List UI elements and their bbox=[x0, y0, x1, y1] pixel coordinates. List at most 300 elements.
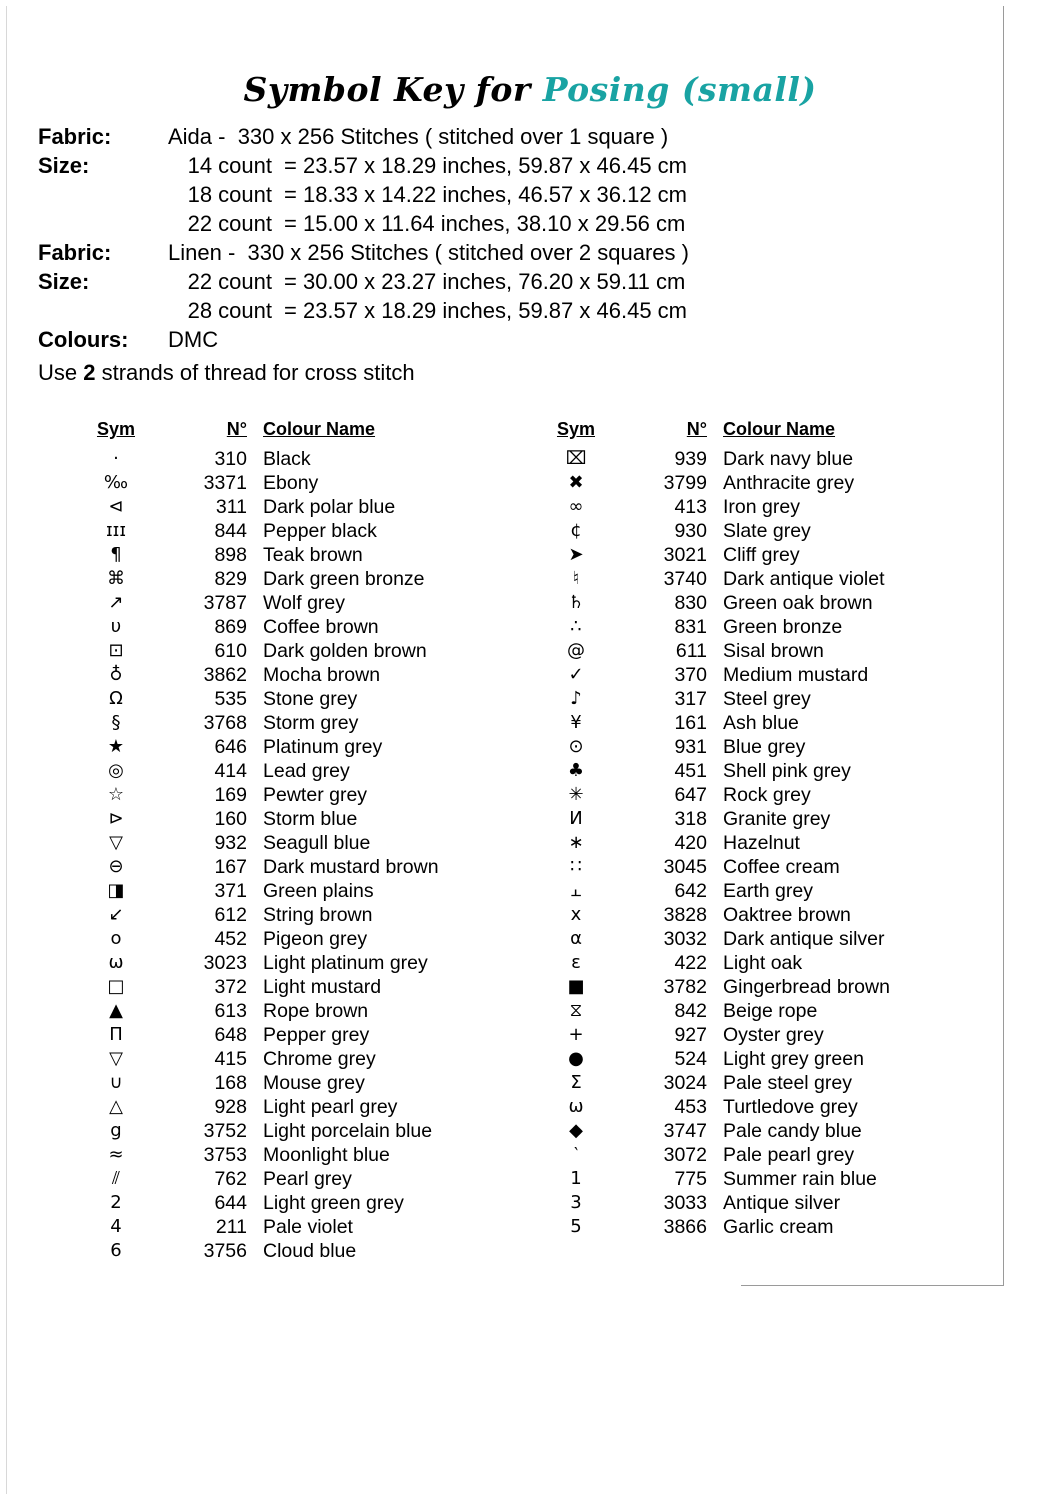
table-row bbox=[78, 1239, 538, 1263]
symbol-glyph: ⧖ bbox=[569, 1000, 583, 1021]
table-row bbox=[78, 615, 538, 639]
dmc-number: 647 bbox=[674, 784, 707, 806]
dmc-number: 211 bbox=[215, 1216, 247, 1238]
dmc-number: 371 bbox=[214, 880, 247, 902]
dmc-number: 931 bbox=[674, 736, 707, 758]
dmc-number: 3021 bbox=[663, 544, 707, 566]
colour-name: Dark polar blue bbox=[263, 496, 396, 518]
colour-name: Garlic cream bbox=[723, 1216, 834, 1238]
table-row bbox=[78, 687, 538, 711]
colour-name: Rope brown bbox=[263, 1000, 369, 1022]
dmc-number: 3799 bbox=[663, 472, 707, 494]
header-number: N° bbox=[226, 419, 247, 439]
colour-name: Cloud blue bbox=[263, 1240, 357, 1262]
colour-name: Cliff grey bbox=[723, 544, 800, 566]
info-value: = 30.00 x 23.27 inches, 76.20 x 59.11 cm bbox=[284, 269, 686, 294]
info-value: = 18.33 x 14.22 inches, 46.57 x 36.12 cm bbox=[284, 182, 687, 207]
table-row bbox=[78, 495, 538, 519]
table-row bbox=[78, 447, 538, 471]
page-border-right bbox=[1003, 6, 1004, 1286]
symbol-glyph: ✖ bbox=[568, 472, 584, 493]
symbol-glyph: ◨ bbox=[107, 880, 125, 901]
table-row bbox=[538, 1191, 998, 1215]
dmc-number: 762 bbox=[214, 1168, 247, 1190]
dmc-number: 930 bbox=[674, 520, 707, 542]
table-row bbox=[538, 711, 998, 735]
dmc-number: 644 bbox=[214, 1192, 247, 1214]
symbol-glyph: □ bbox=[107, 976, 125, 997]
dmc-number: 3782 bbox=[663, 976, 707, 998]
colour-name: Teak brown bbox=[263, 544, 363, 566]
dmc-number: 3768 bbox=[203, 712, 247, 734]
colour-name: Light porcelain blue bbox=[263, 1120, 433, 1142]
symbol-glyph: ⊙ bbox=[568, 736, 584, 757]
symbol-glyph: ⌘ bbox=[107, 568, 125, 589]
info-row bbox=[38, 180, 998, 209]
dmc-number: 318 bbox=[674, 808, 707, 830]
colour-name: Earth grey bbox=[723, 880, 813, 902]
colour-name: Light pearl grey bbox=[263, 1096, 398, 1118]
dmc-number: 3740 bbox=[663, 568, 707, 590]
colour-name: Dark green bronze bbox=[263, 568, 425, 590]
header-number: N° bbox=[686, 419, 707, 439]
symbol-glyph: ⫠ bbox=[570, 880, 582, 901]
dmc-number: 3045 bbox=[663, 856, 707, 878]
table-row bbox=[78, 1215, 538, 1239]
symbol-key-columns bbox=[78, 418, 998, 1263]
symbol-glyph: ♪ bbox=[570, 688, 582, 709]
dmc-number: 3752 bbox=[203, 1120, 247, 1142]
table-row bbox=[538, 807, 998, 831]
colour-name: Pepper grey bbox=[263, 1024, 370, 1046]
table-row bbox=[538, 759, 998, 783]
dmc-number: 311 bbox=[215, 496, 247, 518]
table-row bbox=[538, 1071, 998, 1095]
colour-name: Shell pink grey bbox=[723, 760, 851, 782]
symbol-table-right bbox=[538, 418, 998, 1239]
colour-name: Turtledove grey bbox=[723, 1096, 858, 1118]
colour-name: Dark antique violet bbox=[723, 568, 885, 590]
info-row bbox=[38, 209, 998, 238]
symbol-glyph: ⊖ bbox=[108, 856, 124, 877]
table-row bbox=[538, 1095, 998, 1119]
symbol-glyph: △ bbox=[109, 1096, 123, 1117]
table-row bbox=[78, 807, 538, 831]
colour-name: Light grey green bbox=[723, 1048, 864, 1070]
colour-name: Black bbox=[263, 448, 311, 470]
colour-name: Iron grey bbox=[723, 496, 800, 518]
symbol-glyph: α bbox=[570, 928, 582, 949]
colour-name: Anthracite grey bbox=[723, 472, 855, 494]
info-value: = 23.57 x 18.29 inches, 59.87 x 46.45 cm bbox=[284, 298, 687, 323]
dmc-number: 413 bbox=[674, 496, 707, 518]
symbol-glyph: 5 bbox=[570, 1216, 582, 1237]
symbol-glyph: ∴ bbox=[570, 616, 582, 637]
dmc-number: 317 bbox=[674, 688, 707, 710]
table-row bbox=[538, 1023, 998, 1047]
colour-name: Dark mustard brown bbox=[263, 856, 439, 878]
symbol-glyph: ▽ bbox=[109, 1048, 123, 1069]
dmc-number: 3032 bbox=[663, 928, 707, 950]
table-row bbox=[538, 543, 998, 567]
symbol-glyph: ∪ bbox=[109, 1072, 123, 1093]
dmc-number: 3787 bbox=[203, 592, 247, 614]
info-value: Aida - 330 x 256 Stitches ( stitched over 1 square ) bbox=[168, 124, 669, 149]
colour-name: Pale violet bbox=[263, 1216, 353, 1238]
dmc-number: 160 bbox=[214, 808, 247, 830]
symbol-glyph: ✳ bbox=[568, 784, 584, 805]
table-row bbox=[538, 951, 998, 975]
symbol-glyph: ⊳ bbox=[108, 808, 124, 829]
info-row bbox=[38, 296, 998, 325]
colour-name: Steel grey bbox=[723, 688, 811, 710]
dmc-number: 648 bbox=[214, 1024, 247, 1046]
info-count: 18 count bbox=[187, 182, 272, 207]
symbol-glyph: ω bbox=[568, 1096, 584, 1117]
table-row bbox=[78, 1167, 538, 1191]
info-count: 22 count bbox=[187, 269, 272, 294]
colour-name: Light mustard bbox=[263, 976, 382, 998]
table-row bbox=[78, 1143, 538, 1167]
colour-name: Dark navy blue bbox=[723, 448, 854, 470]
colour-name: Coffee cream bbox=[723, 856, 840, 878]
colour-name: Light oak bbox=[723, 952, 803, 974]
colour-name: Summer rain blue bbox=[723, 1168, 877, 1190]
table-row bbox=[538, 735, 998, 759]
header-sym: Sym bbox=[556, 419, 596, 439]
symbol-glyph: ⌧ bbox=[565, 448, 587, 469]
colour-name: String brown bbox=[263, 904, 373, 926]
header-colour-name: Colour Name bbox=[723, 419, 836, 439]
dmc-number: 869 bbox=[214, 616, 247, 638]
colour-name: Antique silver bbox=[723, 1192, 841, 1214]
colour-name: Dark antique silver bbox=[723, 928, 885, 950]
dmc-number: 3033 bbox=[663, 1192, 707, 1214]
strands-note bbox=[38, 360, 415, 386]
colour-name: Green plains bbox=[263, 880, 374, 902]
colour-name: Mocha brown bbox=[263, 664, 381, 686]
dmc-number: 844 bbox=[214, 520, 247, 542]
page-border-left bbox=[6, 6, 7, 1494]
symbol-key-column-right bbox=[538, 418, 998, 1263]
dmc-number: 842 bbox=[674, 1000, 707, 1022]
colour-name: Oyster grey bbox=[723, 1024, 824, 1046]
dmc-number: 612 bbox=[214, 904, 247, 926]
table-row bbox=[538, 615, 998, 639]
colour-name: Storm grey bbox=[263, 712, 359, 734]
symbol-glyph: ≈ bbox=[108, 1144, 124, 1165]
dmc-number: 414 bbox=[214, 760, 247, 782]
symbol-glyph: ∞ bbox=[568, 496, 584, 517]
colour-name: Light platinum grey bbox=[263, 952, 428, 974]
symbol-glyph: ● bbox=[568, 1048, 584, 1069]
colour-name: Light green grey bbox=[263, 1192, 404, 1214]
table-row bbox=[78, 831, 538, 855]
colour-name: Medium mustard bbox=[723, 664, 869, 686]
symbol-glyph: + bbox=[568, 1024, 584, 1045]
symbol-glyph: ο bbox=[110, 928, 122, 949]
header-sym: Sym bbox=[96, 419, 136, 439]
symbol-glyph: ¢ bbox=[570, 520, 582, 541]
symbol-glyph: ◎ bbox=[108, 760, 124, 781]
colour-name: Storm blue bbox=[263, 808, 358, 830]
colour-name: Mouse grey bbox=[263, 1072, 365, 1094]
page-title bbox=[0, 70, 1060, 109]
symbol-glyph: υ bbox=[110, 616, 122, 637]
dmc-number: 535 bbox=[214, 688, 247, 710]
symbol-glyph: ♮ bbox=[572, 568, 580, 589]
table-row bbox=[78, 879, 538, 903]
colour-name: Hazelnut bbox=[723, 832, 800, 854]
page-title-prefix: Symbol Key for bbox=[243, 70, 543, 109]
symbol-glyph: 4 bbox=[110, 1216, 122, 1237]
info-row bbox=[38, 325, 998, 354]
table-row bbox=[538, 831, 998, 855]
dmc-number: 169 bbox=[214, 784, 247, 806]
colour-name: Dark golden brown bbox=[263, 640, 427, 662]
info-value: DMC bbox=[168, 327, 219, 352]
symbol-glyph: ⫽ bbox=[111, 1168, 121, 1189]
dmc-number: 422 bbox=[674, 952, 707, 974]
table-row bbox=[538, 783, 998, 807]
dmc-number: 829 bbox=[214, 568, 247, 590]
symbol-glyph: ↙ bbox=[108, 904, 124, 925]
symbol-glyph: ɪɪɪ bbox=[105, 520, 127, 541]
dmc-number: 611 bbox=[675, 640, 707, 662]
table-header-row bbox=[538, 418, 998, 447]
page-title-design-name: Posing (small) bbox=[542, 70, 817, 109]
table-row bbox=[538, 447, 998, 471]
colour-name: Coffee brown bbox=[263, 616, 379, 638]
table-row bbox=[538, 1215, 998, 1239]
info-count: 14 count bbox=[187, 153, 272, 178]
dmc-number: 3371 bbox=[203, 472, 247, 494]
table-row bbox=[538, 975, 998, 999]
dmc-number: 928 bbox=[214, 1096, 247, 1118]
colour-name: Pale pearl grey bbox=[723, 1144, 855, 1166]
dmc-number: 775 bbox=[674, 1168, 707, 1190]
table-row bbox=[538, 639, 998, 663]
table-row bbox=[78, 471, 538, 495]
symbol-glyph: ◆ bbox=[569, 1120, 583, 1141]
symbol-glyph: ♣ bbox=[567, 760, 585, 781]
info-row bbox=[38, 267, 998, 296]
info-label: Fabric: bbox=[38, 124, 112, 149]
dmc-number: 610 bbox=[214, 640, 247, 662]
table-row bbox=[78, 951, 538, 975]
dmc-number: 932 bbox=[214, 832, 247, 854]
table-row bbox=[78, 735, 538, 759]
colour-name: Seagull blue bbox=[263, 832, 371, 854]
dmc-number: 3756 bbox=[203, 1240, 247, 1262]
colour-name: Granite grey bbox=[723, 808, 831, 830]
dmc-number: 3024 bbox=[663, 1072, 707, 1094]
table-row bbox=[78, 999, 538, 1023]
symbol-glyph: И bbox=[569, 808, 583, 829]
colour-name: Platinum grey bbox=[263, 736, 383, 758]
symbol-glyph: ↗ bbox=[108, 592, 124, 613]
symbol-glyph: ω bbox=[108, 952, 124, 973]
colour-name: Pale candy blue bbox=[723, 1120, 862, 1142]
info-label: Colours: bbox=[38, 327, 129, 352]
table-row bbox=[78, 759, 538, 783]
table-row bbox=[538, 687, 998, 711]
symbol-glyph: ⊡ bbox=[108, 640, 124, 661]
table-row bbox=[538, 879, 998, 903]
header-colour-name: Colour Name bbox=[263, 419, 376, 439]
dmc-number: 927 bbox=[674, 1024, 707, 1046]
table-row bbox=[538, 663, 998, 687]
dmc-number: 524 bbox=[674, 1048, 707, 1070]
symbol-glyph: 6 bbox=[110, 1240, 122, 1261]
table-row bbox=[78, 927, 538, 951]
table-row bbox=[78, 1095, 538, 1119]
table-row bbox=[78, 975, 538, 999]
colour-name: Rock grey bbox=[723, 784, 811, 806]
symbol-glyph: ★ bbox=[107, 736, 125, 757]
table-row bbox=[78, 1071, 538, 1095]
dmc-number: 415 bbox=[214, 1048, 247, 1070]
table-row bbox=[538, 1167, 998, 1191]
table-row bbox=[538, 927, 998, 951]
colour-name: Sisal brown bbox=[723, 640, 824, 662]
colour-name: Pale steel grey bbox=[723, 1072, 852, 1094]
symbol-glyph: 2 bbox=[110, 1192, 122, 1213]
dmc-number: 3866 bbox=[663, 1216, 707, 1238]
info-value: = 15.00 x 11.64 inches, 38.10 x 29.56 cm bbox=[284, 211, 686, 236]
colour-name: Ash blue bbox=[723, 712, 799, 734]
symbol-glyph: @ bbox=[567, 640, 585, 661]
table-row bbox=[78, 1191, 538, 1215]
table-row bbox=[78, 519, 538, 543]
table-row bbox=[78, 855, 538, 879]
symbol-glyph: ■ bbox=[567, 976, 585, 997]
colour-name: Gingerbread brown bbox=[723, 976, 890, 998]
dmc-number: 642 bbox=[674, 880, 707, 902]
table-row bbox=[78, 711, 538, 735]
dmc-number: 3828 bbox=[663, 904, 707, 926]
info-row bbox=[38, 238, 998, 267]
table-row bbox=[78, 543, 538, 567]
symbol-glyph: ☆ bbox=[107, 784, 125, 805]
strands-count: 2 bbox=[83, 360, 96, 385]
table-row bbox=[538, 855, 998, 879]
symbol-glyph: ⊲ bbox=[108, 496, 124, 517]
symbol-glyph: ¶ bbox=[110, 544, 122, 565]
table-row bbox=[538, 567, 998, 591]
dmc-number: 3862 bbox=[203, 664, 247, 686]
table-row bbox=[78, 783, 538, 807]
symbol-glyph: g bbox=[110, 1120, 122, 1141]
info-row bbox=[38, 151, 998, 180]
symbol-glyph: x bbox=[570, 904, 582, 925]
table-row bbox=[538, 903, 998, 927]
table-row bbox=[538, 471, 998, 495]
dmc-number: 310 bbox=[214, 448, 247, 470]
symbol-glyph: ∗ bbox=[568, 832, 584, 853]
dmc-number: 453 bbox=[674, 1096, 707, 1118]
table-row bbox=[78, 591, 538, 615]
symbol-glyph: 1 bbox=[570, 1168, 582, 1189]
dmc-number: 939 bbox=[674, 448, 707, 470]
table-row bbox=[538, 1047, 998, 1071]
table-row bbox=[538, 999, 998, 1023]
dmc-number: 831 bbox=[674, 616, 707, 638]
colour-name: Chrome grey bbox=[263, 1048, 376, 1070]
symbol-glyph: ➤ bbox=[568, 544, 584, 565]
dmc-number: 161 bbox=[674, 712, 707, 734]
table-row bbox=[78, 1119, 538, 1143]
dmc-number: 613 bbox=[214, 1000, 247, 1022]
table-row bbox=[78, 1023, 538, 1047]
dmc-number: 370 bbox=[674, 664, 707, 686]
symbol-glyph: ‵ bbox=[573, 1144, 579, 1165]
info-label: Size: bbox=[38, 153, 90, 178]
symbol-glyph: ✓ bbox=[568, 664, 584, 685]
info-value: Linen - 330 x 256 Stitches ( stitched over 2 squares ) bbox=[168, 240, 689, 265]
symbol-glyph: § bbox=[111, 712, 121, 733]
info-count: 22 count bbox=[187, 211, 272, 236]
table-row bbox=[78, 639, 538, 663]
colour-name: Pigeon grey bbox=[263, 928, 368, 950]
dmc-number: 372 bbox=[214, 976, 247, 998]
colour-name: Lead grey bbox=[263, 760, 350, 782]
dmc-number: 898 bbox=[214, 544, 247, 566]
table-row bbox=[538, 519, 998, 543]
symbol-glyph: 3 bbox=[570, 1192, 582, 1213]
symbol-glyph: Π bbox=[109, 1024, 123, 1045]
table-row bbox=[78, 1047, 538, 1071]
dmc-number: 646 bbox=[214, 736, 247, 758]
symbol-glyph: Σ bbox=[570, 1072, 582, 1093]
dmc-number: 168 bbox=[214, 1072, 247, 1094]
dmc-number: 3072 bbox=[663, 1144, 707, 1166]
page-border-bottom bbox=[741, 1285, 1004, 1286]
dmc-number: 451 bbox=[674, 760, 707, 782]
symbol-glyph: ♄ bbox=[567, 592, 585, 613]
table-header-row bbox=[78, 418, 538, 447]
symbol-glyph: ▲ bbox=[109, 1000, 123, 1021]
symbol-glyph: ε bbox=[571, 952, 581, 973]
colour-name: Green oak brown bbox=[723, 592, 873, 614]
symbol-key-column-left bbox=[78, 418, 538, 1263]
table-row bbox=[538, 591, 998, 615]
info-value: = 23.57 x 18.29 inches, 59.87 x 46.45 cm bbox=[284, 153, 687, 178]
table-row bbox=[538, 495, 998, 519]
colour-name: Oaktree brown bbox=[723, 904, 851, 926]
table-row bbox=[78, 903, 538, 927]
colour-name: Pepper black bbox=[263, 520, 377, 542]
colour-name: Wolf grey bbox=[263, 592, 345, 614]
info-label: Fabric: bbox=[38, 240, 112, 265]
symbol-table-left bbox=[78, 418, 538, 1263]
info-label: Size: bbox=[38, 269, 90, 294]
dmc-number: 3023 bbox=[203, 952, 247, 974]
symbol-glyph: Ω bbox=[109, 688, 123, 709]
symbol-glyph: ¥ bbox=[570, 712, 582, 733]
dmc-number: 830 bbox=[674, 592, 707, 614]
colour-name: Stone grey bbox=[263, 688, 358, 710]
colour-name: Moonlight blue bbox=[263, 1144, 390, 1166]
strands-prefix: Use bbox=[38, 360, 84, 385]
dmc-number: 452 bbox=[214, 928, 247, 950]
colour-name: Pearl grey bbox=[263, 1168, 352, 1190]
colour-name: Ebony bbox=[263, 472, 319, 494]
info-count: 28 count bbox=[187, 298, 272, 323]
colour-name: Blue grey bbox=[723, 736, 806, 758]
dmc-number: 3747 bbox=[663, 1120, 707, 1142]
colour-name: Pewter grey bbox=[263, 784, 368, 806]
